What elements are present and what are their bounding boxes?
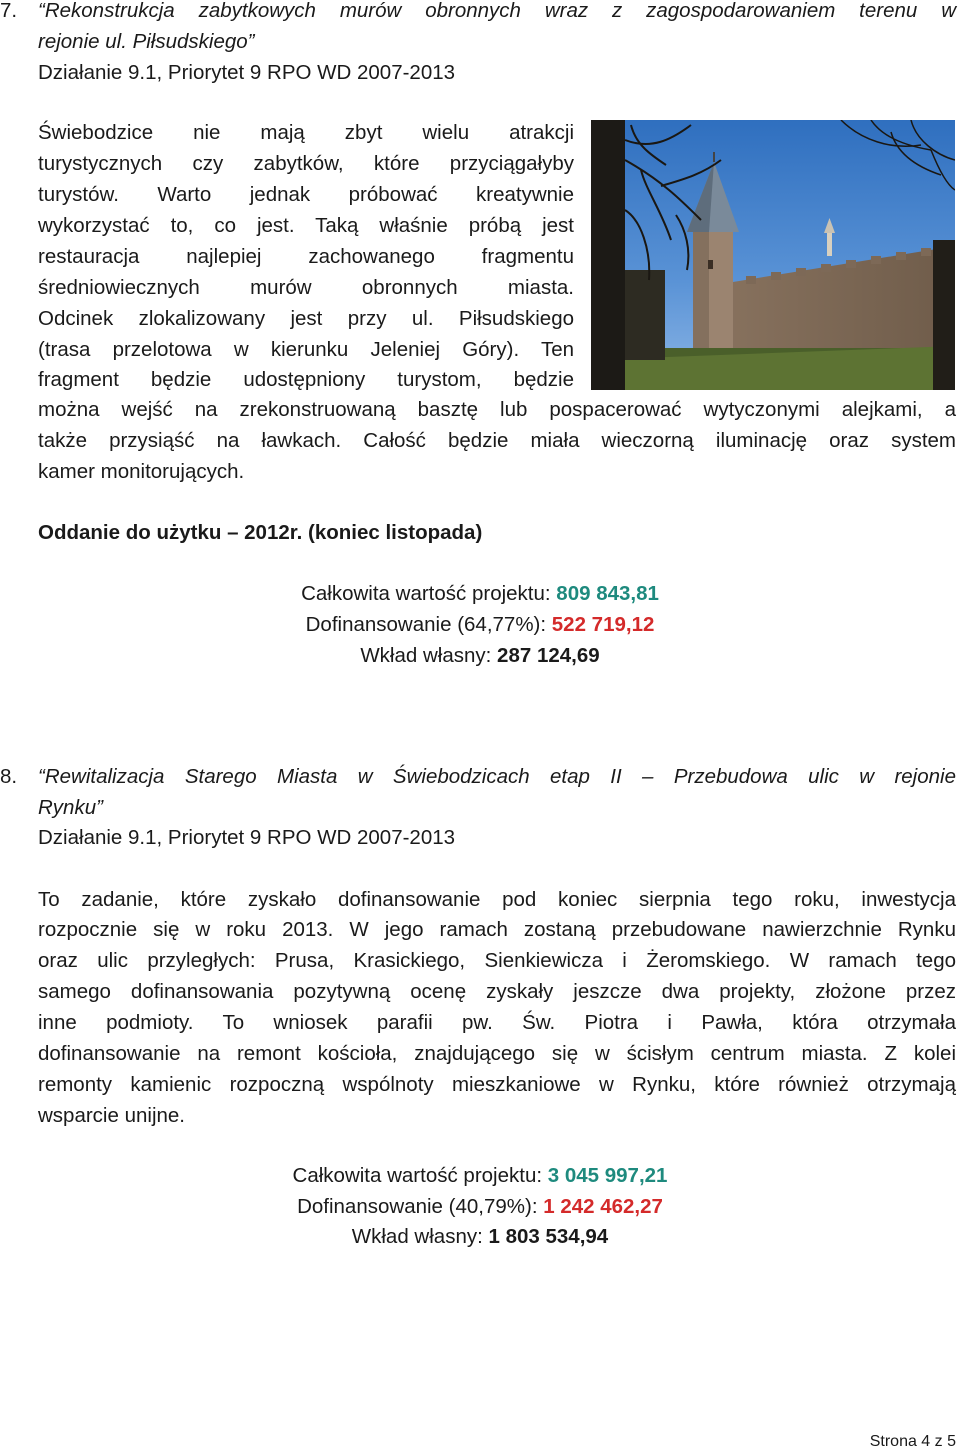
section-8-title-line-1: “Rewitalizacja Starego Miasta w Świebodzicach etap II – Przebudowa ulic w rejonie: [38, 765, 956, 788]
cofunding-label: Dofinansowanie (40,79%):: [297, 1195, 544, 1218]
page-number: Strona 4 z 5: [869, 1433, 956, 1450]
paragraph-line: turystów. Warto jednak próbować kreatywnie: [38, 183, 574, 206]
paragraph-line: turystycznych czy zabytków, które przyciągałyby: [38, 152, 574, 175]
section-7-title-line-1: “Rekonstrukcja zabytkowych murów obronnych wraz z zagospodarowaniem terenu w: [38, 0, 956, 22]
paragraph-line: inne podmioty. To wniosek parafii pw. Św. Piotra i Pawła, która otrzymała: [38, 1011, 956, 1034]
total-value-row: [0, 578, 960, 609]
section-7-subtitle: Działanie 9.1, Priorytet 9 RPO WD 2007-2013: [38, 61, 456, 84]
section-8-subtitle: Działanie 9.1, Priorytet 9 RPO WD 2007-2013: [38, 826, 456, 849]
own-contribution-label: Wkład własny:: [360, 644, 498, 667]
cofunding-row: [0, 609, 960, 640]
total-value-row: [0, 1160, 960, 1191]
paragraph-line: wsparcie unijne.: [38, 1104, 185, 1127]
paragraph-line: rozpocznie się w roku 2013. W jego ramach zostaną przebudowane nawierzchnie Rynku: [38, 918, 956, 941]
total-value-label: Całkowita wartość projektu:: [292, 1164, 548, 1187]
cofunding-amount: 1 242 462,27: [543, 1195, 663, 1218]
total-value-amount: 809 843,81: [556, 582, 659, 605]
defensive-wall-photo: [591, 120, 955, 390]
handover-date: Oddanie do użytku – 2012r. (koniec listopada): [38, 521, 483, 544]
paragraph-line: remonty kamienic rozpoczną wspólnoty mieszkaniowe w Rynku, które również otrzymają: [38, 1073, 956, 1096]
paragraph-line: można wejść na zrekonstruowaną basztę lub pospacerować wytyczonymi alejkami, a: [38, 398, 956, 421]
paragraph-line: samego dofinansowania pozytywną ocenę zyskały jeszcze dwa projekty, złożone przez: [38, 980, 956, 1003]
paragraph-line: dofinansowanie na remont kościoła, znajdującego się w ścisłym centrum miasta. Z kolei: [38, 1042, 956, 1065]
paragraph-line: Świebodzice nie mają zbyt wielu atrakcji: [38, 121, 574, 144]
paragraph-line: kamer monitorujących.: [38, 460, 245, 483]
paragraph-line: To zadanie, które zyskało dofinansowanie pod koniec sierpnia tego roku, inwestycja: [38, 888, 956, 911]
own-contribution-amount: 287 124,69: [497, 644, 600, 667]
own-contribution-amount: 1 803 534,94: [488, 1225, 609, 1248]
total-value-label: Całkowita wartość projektu:: [301, 582, 557, 605]
section-7-title-line-2: rejonie ul. Piłsudskiego”: [38, 30, 255, 53]
cofunding-row: [0, 1191, 960, 1222]
own-contribution-label: Wkład własny:: [351, 1225, 489, 1248]
section-8-number: 8.: [0, 765, 18, 788]
paragraph-line: oraz ulic przyległych: Prusa, Krasickiego, Sienkiewicza i Żeromskiego. W ramach tego: [38, 949, 956, 972]
paragraph-line: restauracja najlepiej zachowanego fragmentu: [38, 245, 574, 268]
paragraph-line: fragment będzie udostępniony turystom, będzie: [38, 368, 574, 391]
paragraph-line: średniowiecznych murów obronnych miasta.: [38, 276, 574, 299]
cofunding-label: Dofinansowanie (64,77%):: [305, 613, 552, 636]
section-8-title-line-2: Rynku”: [38, 796, 103, 819]
own-contribution-row: [0, 640, 960, 671]
paragraph-line: także przysiąść na ławkach. Całość będzie miała wieczorną iluminację oraz system: [38, 429, 956, 452]
total-value-amount: 3 045 997,21: [547, 1164, 668, 1187]
section-7-number: 7.: [0, 0, 18, 22]
own-contribution-row: [0, 1221, 960, 1252]
paragraph-line: wykorzystać to, co jest. Taką właśnie próbą jest: [38, 214, 574, 237]
paragraph-line: (trasa przelotowa w kierunku Jeleniej Góry). Ten: [38, 338, 574, 361]
cofunding-amount: 522 719,12: [551, 613, 655, 636]
paragraph-line: Odcinek zlokalizowany jest przy ul. Piłsudskiego: [38, 307, 574, 330]
